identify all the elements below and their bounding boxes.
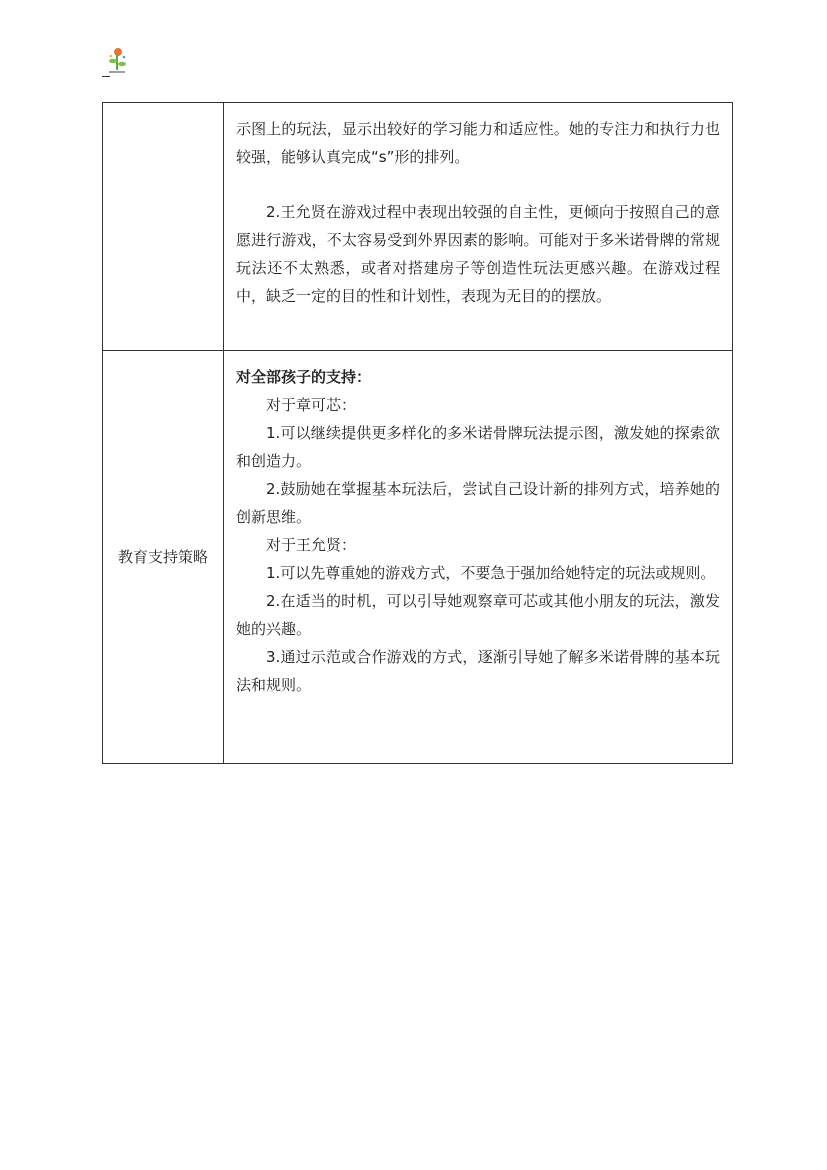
header-rule	[102, 76, 110, 77]
analysis-row-content	[224, 103, 733, 351]
support-item-3: 1.可以先尊重她的游戏方式，不要急于强加给她特定的玩法或规则。	[266, 564, 716, 582]
analysis-paragraph-1: 示图上的玩法，显示出较好的学习能力和适应性。她的专注力和执行力也较强，能够认真完成“s”形的排列。	[236, 120, 720, 166]
support-strategy-row	[103, 351, 733, 764]
observation-table	[102, 102, 733, 764]
support-subheading-2: 对于王允贤：	[266, 536, 357, 554]
support-subheading-1: 对于章可芯：	[266, 396, 357, 414]
support-heading: 对全部孩子的支持：	[236, 368, 372, 386]
analysis-row	[103, 103, 733, 351]
analysis-paragraph-2: 2.王允贤在游戏过程中表现出较强的自主性，更倾向于按照自己的意愿进行游戏，不太容易受到外界因素的影响。可能对于多米诺骨牌的常规玩法还不太熟悉，或者对搭建房子等创造性玩法更感兴趣。在游戏过程中，缺乏一定的目的性和计划性，表现为无目的的摆放。	[236, 203, 720, 305]
support-strategy-content	[224, 351, 733, 764]
school-flower-logo-icon	[104, 46, 130, 76]
support-item-2: 2.鼓励她在掌握基本玩法后，尝试自己设计新的排列方式，培养她的创新思维。	[236, 480, 720, 526]
support-item-4: 2.在适当的时机，可以引导她观察章可芯或其他小朋友的玩法，激发她的兴趣。	[236, 592, 720, 638]
support-item-5: 3.通过示范或合作游戏的方式，逐渐引导她了解多米诺骨牌的基本玩法和规则。	[236, 648, 720, 694]
analysis-row-label	[103, 103, 224, 351]
support-item-1: 1.可以继续提供更多样化的多米诺骨牌玩法提示图，激发她的探索欲和创造力。	[236, 424, 720, 470]
support-strategy-label: 教育支持策略	[103, 351, 224, 764]
